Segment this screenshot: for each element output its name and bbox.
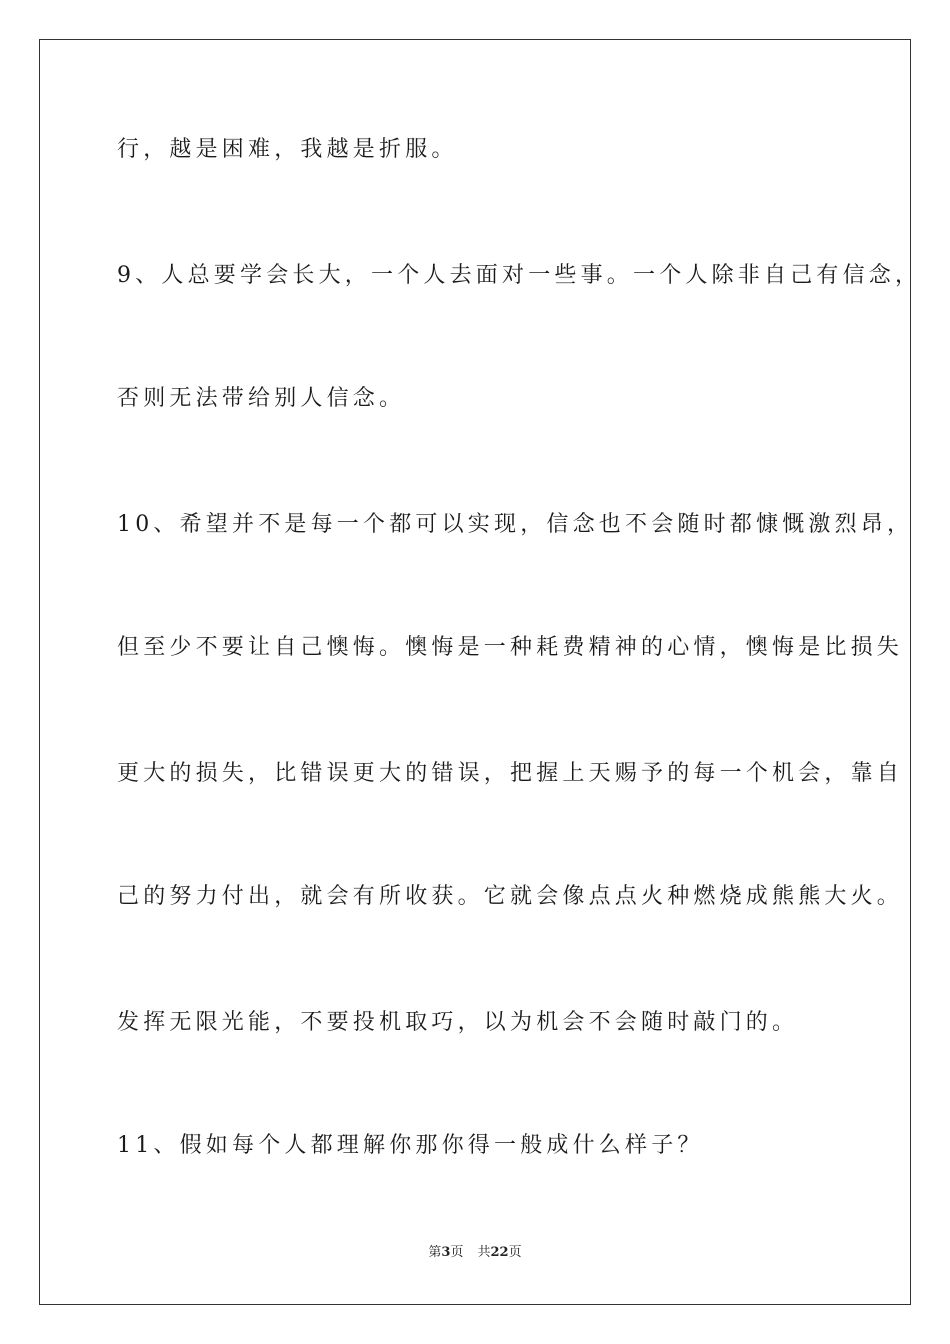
- page-border: [39, 39, 914, 1305]
- text-line-3: 否则无法带给别人信念。: [117, 386, 406, 411]
- text-line-1: 行，越是困难，我越是折服。: [117, 137, 458, 162]
- page-suffix: 页: [450, 1245, 464, 1260]
- text-line-9: 11、假如每个人都理解你那你得一般成什么样子？: [117, 1133, 704, 1158]
- total-suffix: 页: [508, 1245, 522, 1260]
- text-line-5: 但至少不要让自己懊悔。懊悔是一种耗费精神的心情，懊悔是比损失: [117, 635, 904, 660]
- text-line-7: 己的努力付出，就会有所收获。它就会像点点火种燃烧成熊熊大火。: [117, 884, 904, 909]
- text-line-2: 9、人总要学会长大，一个人去面对一些事。一个人除非自己有信念，: [117, 263, 922, 288]
- text-line-8: 发挥无限光能，不要投机取巧，以为机会不会随时敲门的。: [117, 1010, 799, 1035]
- total-pages: 22: [490, 1245, 509, 1260]
- text-line-4: 10、希望并不是每一个都可以实现，信念也不会随时都慷慨激烈昂，: [117, 512, 914, 537]
- total-prefix: 共: [477, 1245, 491, 1260]
- text-line-6: 更大的损失，比错误更大的错误，把握上天赐予的每一个机会，靠自: [117, 761, 904, 786]
- page-prefix: 第: [428, 1245, 442, 1260]
- page-number: 3: [441, 1245, 451, 1260]
- page-footer: [0, 1244, 950, 1262]
